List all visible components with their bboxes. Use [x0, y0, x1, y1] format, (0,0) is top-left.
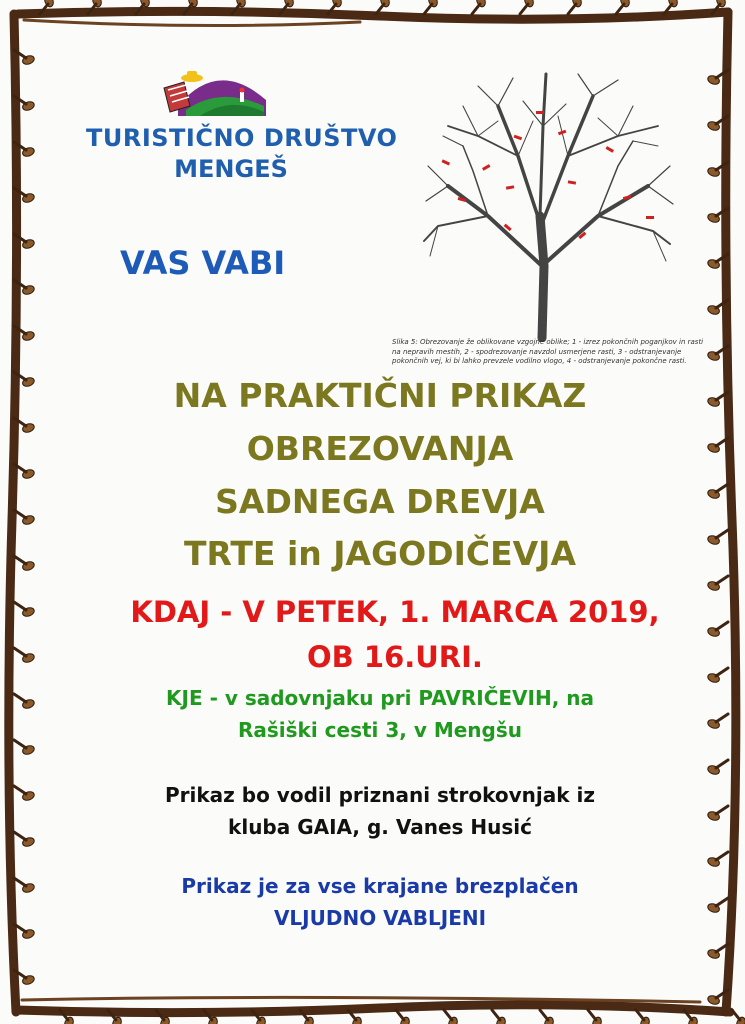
headline-line3: SADNEGA DREVJA [215, 482, 545, 521]
twig-stub [14, 878, 26, 886]
headline-line1: NA PRAKTIČNI PRIKAZ [173, 376, 587, 415]
twig-stub [444, 1010, 452, 1020]
twig-stub [716, 484, 728, 492]
twig-stub [14, 740, 26, 748]
twig-stub [616, 4, 624, 14]
event-location-line2: Rašiški cesti 3, v Mengšu [237, 718, 523, 742]
twig-stub [716, 530, 728, 538]
twig-stub [716, 760, 728, 768]
twig-stub [716, 714, 728, 722]
twig-stub [492, 1010, 500, 1020]
figure-caption: Slika 5: Obrezovanje že oblikovane vzgojne oblike; 1 - izrez pokončnih poganjkov in rasti na nepravih mestih, 2 - spodrezovanje navzdol usmerjene rasti, 3 - odstranjevanje pokončnih vej, ki bi lahko prevzele vodilno vlogo, 4 - odstranjevanje pokončne rasti. [392, 338, 704, 365]
twig-stub [520, 4, 528, 14]
twig-stub [716, 806, 728, 814]
event-date-line1: KDAJ - V PETEK, 1. MARCA 2019, [130, 595, 660, 629]
twig-stub [588, 1010, 596, 1020]
closing-line1: Prikaz je za vse krajane brezplačen [181, 874, 579, 898]
twig-stub [14, 832, 26, 840]
twig-stub [540, 1010, 548, 1020]
twig-stub [424, 4, 432, 14]
twig-stub [716, 852, 728, 860]
organization-name-line1: TURISTIČNO DRUŠTVO [86, 124, 398, 152]
twig-stub [716, 576, 728, 584]
presenter-line2: kluba GAIA, g. Vanes Husić [228, 815, 532, 839]
pruned-tree-illustration [418, 66, 678, 342]
tourist-society-logo [160, 66, 278, 120]
closing-line2: VLJUDNO VABLJENI [273, 906, 487, 930]
twig-stub [568, 4, 576, 14]
twig-stub [14, 602, 26, 610]
presenter-line1: Prikaz bo vodil priznani strokovnjak iz [165, 783, 595, 807]
twig-stub [716, 898, 728, 906]
twig-stub [14, 648, 26, 656]
organization-name-line2: MENGEŠ [174, 155, 288, 183]
headline-line2: OBREZOVANJA [246, 429, 514, 468]
invite-heading: VAS VABI [120, 244, 286, 282]
twig-stub [472, 4, 480, 14]
twig-stub [14, 786, 26, 794]
event-location-line1: KJE - v sadovnjaku pri PAVRIČEVIH, na [166, 686, 594, 710]
twig-stub [14, 556, 26, 564]
twig-stub [14, 694, 26, 702]
headline-line4: TRTE in JAGODIČEVJA [183, 534, 577, 573]
event-date-line2: OB 16.URI. [307, 640, 483, 674]
